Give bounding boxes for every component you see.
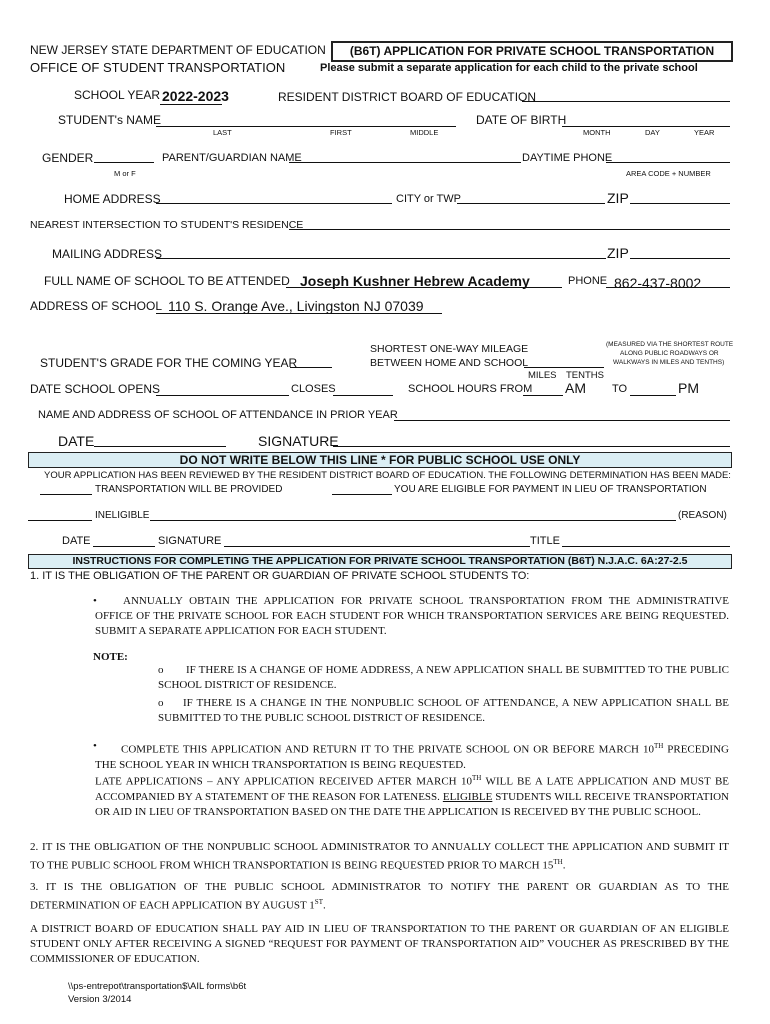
official-date-label: DATE (62, 535, 91, 547)
closes-field[interactable] (333, 395, 393, 396)
mailing-address-field[interactable] (156, 258, 606, 259)
date-field[interactable] (94, 446, 226, 447)
gender-field[interactable] (94, 162, 154, 163)
intersection-field[interactable] (289, 229, 730, 230)
signature-label: SIGNATURE (258, 433, 339, 449)
form-subtitle: Please submit a separate application for each child to the private school (320, 62, 698, 74)
gender-label: GENDER (42, 151, 94, 165)
dob-field[interactable] (562, 126, 730, 127)
zip2-field[interactable] (630, 258, 730, 259)
measured-note-1: (MEASURED VIA THE SHORTEST ROUTE (606, 341, 734, 348)
ineligible-label: INELIGIBLE (95, 510, 150, 521)
date-opens-label: DATE SCHOOL OPENS (30, 382, 161, 396)
am-label: AM (565, 380, 586, 396)
phone-label: PHONE (568, 275, 608, 287)
closes-label: CLOSES (291, 383, 336, 395)
day-caption: DAY (645, 128, 660, 137)
circle-bullet-icon: o (158, 697, 164, 709)
mailing-address-label: MAILING ADDRESS (52, 247, 163, 261)
daytime-phone-label: DAYTIME PHONE (522, 152, 613, 164)
hours-label: SCHOOL HOURS FROM (408, 383, 533, 395)
zip-field[interactable] (630, 203, 730, 204)
eligible-payment-label: YOU ARE ELIGIBLE FOR PAYMENT IN LIEU OF TRANSPORTATION (394, 484, 707, 495)
school-name-line (286, 287, 562, 288)
bullet-icon: • (93, 595, 97, 607)
footer-path: \\ps-entrepot\transportation$\AIL forms\b6t (68, 981, 247, 992)
resident-board-label: RESIDENT DISTRICT BOARD OF EDUCATION (278, 90, 537, 104)
first-caption: FIRST (330, 128, 352, 137)
intersection-label: NEAREST INTERSECTION TO STUDENT'S RESIDENCE (30, 219, 304, 231)
school-year-line (160, 104, 222, 105)
tenths-caption: TENTHS (566, 370, 604, 381)
reason-label: (REASON) (678, 510, 727, 521)
daytime-phone-field[interactable] (606, 162, 730, 163)
school-address-line (156, 313, 442, 314)
office-name: OFFICE OF STUDENT TRANSPORTATION (30, 60, 286, 75)
measured-note-3: WALKWAYS IN MILES AND TENTHS) (613, 359, 725, 366)
late-applications-text: LATE APPLICATIONS – ANY APPLICATION RECEIVED AFTER MARCH 10TH WILL BE A LATE APPLICATION AND MUST BE ACCOMPANIED BY A STATEMENT OF THE REASON FOR LATENESS. ELIGIBLE STUDENTS WILL RECEIVE TRANSPORTATION OR AID IN LIEU OF TRANSPORTATION BASED ON THE DATE THE APPLICATION IS RECEIVED BY THE PUBLIC SCHOOL. (95, 774, 729, 818)
mileage-field[interactable] (524, 367, 604, 368)
grade-field[interactable] (290, 367, 332, 368)
city-field[interactable] (457, 203, 605, 204)
instruction-item-3: 3. IT IS THE OBLIGATION OF THE PUBLIC SCHOOL ADMINISTRATOR TO NOTIFY THE PARENT OR GUARDIAN AS TO THE DETERMINATION OF EACH APPLICATION BY AUGUST 1ST. (30, 881, 729, 912)
official-signature-field[interactable] (224, 546, 530, 547)
home-address-field[interactable] (156, 203, 392, 204)
school-year-label: SCHOOL YEAR (74, 88, 161, 102)
area-code-caption: AREA CODE + NUMBER (626, 169, 711, 178)
school-address-label: ADDRESS OF SCHOOL (30, 299, 163, 313)
prior-school-field[interactable] (394, 420, 730, 421)
footer-version: Version 3/2014 (68, 994, 132, 1005)
form-title: (B6T) APPLICATION FOR PRIVATE SCHOOL TRANSPORTATION (331, 41, 733, 62)
official-title-field[interactable] (562, 546, 730, 547)
month-caption: MONTH (583, 128, 611, 137)
hours-to-field[interactable] (630, 395, 676, 396)
provided-label: TRANSPORTATION WILL BE PROVIDED (95, 484, 283, 495)
dob-label: DATE OF BIRTH (476, 113, 567, 127)
instructions-banner: INSTRUCTIONS FOR COMPLETING THE APPLICATION FOR PRIVATE SCHOOL TRANSPORTATION (B6T) N.J.A.C. 6A:27-2.5 (28, 554, 732, 569)
reviewed-text: YOUR APPLICATION HAS BEEN REVIEWED BY THE RESIDENT DISTRICT BOARD OF EDUCATION. THE FOLLOWING DETERMINATION HAS BEEN MADE: (44, 470, 731, 481)
official-title-label: TITLE (530, 535, 560, 547)
official-signature-label: SIGNATURE (158, 535, 222, 547)
year-caption: YEAR (694, 128, 715, 137)
instruction-item-2: 2. IT IS THE OBLIGATION OF THE NONPUBLIC SCHOOL ADMINISTRATOR TO ANNUALLY COLLECT THE APPLICATION AND SUBMIT IT TO THE PUBLIC SCHOOL FROM WHICH TRANSPORTATION IS BEING REQUESTED PRIOR TO MARCH 15TH. (30, 841, 729, 872)
resident-board-field[interactable] (522, 101, 730, 102)
home-address-label: HOME ADDRESS (64, 192, 161, 206)
pm-label: PM (678, 380, 699, 396)
school-year-value[interactable]: 2022-2023 (162, 88, 229, 104)
note-item-2: IF THERE IS A CHANGE IN THE NONPUBLIC SCHOOL OF ATTENDANCE, A NEW APPLICATION SHALL BE SUBMITTED TO THE PUBLIC SCHOOL DISTRICT OF RESIDENCE. (158, 697, 729, 724)
school-name-value[interactable]: Joseph Kushner Hebrew Academy (300, 273, 530, 289)
instruction-bullet-2: COMPLETE THIS APPLICATION AND RETURN IT TO THE PRIVATE SCHOOL ON OR BEFORE MARCH 10TH PRECEDING THE SCHOOL YEAR IN WHICH TRANSPORTATION IS BEING REQUESTED. (95, 742, 729, 771)
middle-caption: MIDDLE (410, 128, 439, 137)
note-item-1: IF THERE IS A CHANGE OF HOME ADDRESS, A NEW APPLICATION SHALL BE SUBMITTED TO THE PUBLIC SCHOOL DISTRICT OF RESIDENCE. (158, 664, 729, 691)
mileage-label-2: BETWEEN HOME AND SCHOOL (370, 357, 529, 369)
signature-field[interactable] (333, 446, 730, 447)
student-name-label: STUDENT's NAME (58, 113, 161, 127)
parent-label: PARENT/GUARDIAN NAME (162, 152, 302, 164)
circle-bullet-icon: o (158, 664, 164, 676)
to-label: TO (612, 383, 628, 395)
mileage-label-1: SHORTEST ONE-WAY MILEAGE (370, 343, 529, 355)
grade-label: STUDENT'S GRADE FOR THE COMING YEAR (40, 356, 298, 370)
ineligible-field[interactable] (28, 520, 92, 521)
note-label: NOTE: (93, 651, 128, 663)
student-name-field[interactable] (156, 126, 456, 127)
department-name: NEW JERSEY STATE DEPARTMENT OF EDUCATION (30, 43, 326, 57)
bullet-icon: • (93, 740, 97, 752)
gender-caption: M or F (114, 169, 136, 178)
date-opens-field[interactable] (156, 395, 289, 396)
aid-in-lieu-text: A DISTRICT BOARD OF EDUCATION SHALL PAY AID IN LIEU OF TRANSPORTATION TO THE PARENT OR GUARDIAN OF AN ELIGIBLE STUDENT ONLY AFTER RECEIVING A SIGNED “REQUEST FOR PAYMENT OF TRANSPORTATION AID” VOUCHER AS PRESCRIBED BY THE COMMISSIONER OF EDUCATION. (30, 923, 729, 965)
last-caption: LAST (213, 128, 232, 137)
zip-label: ZIP (607, 190, 629, 206)
prior-school-label: NAME AND ADDRESS OF SCHOOL OF ATTENDANCE IN PRIOR YEAR (38, 409, 398, 421)
parent-field[interactable] (289, 162, 521, 163)
date-label: DATE (58, 433, 95, 449)
instruction-item-1: 1. IT IS THE OBLIGATION OF THE PARENT OR GUARDIAN OF PRIVATE SCHOOL STUDENTS TO: (30, 570, 530, 582)
official-date-field[interactable] (93, 546, 155, 547)
hours-from-field[interactable] (523, 395, 563, 396)
miles-caption: MILES (528, 370, 557, 381)
city-label: CITY or TWP (396, 193, 461, 205)
school-address-value[interactable]: 110 S. Orange Ave., Livingston NJ 07039 (168, 298, 424, 314)
measured-note-2: ALONG PUBLIC ROADWAYS OR (620, 350, 719, 357)
official-use-banner: DO NOT WRITE BELOW THIS LINE * FOR PUBLIC SCHOOL USE ONLY (28, 452, 732, 468)
phone-value[interactable]: 862-437-8002 (614, 275, 702, 291)
phone-line (606, 287, 730, 288)
eligible-payment-field[interactable] (332, 494, 392, 495)
school-name-label: FULL NAME OF SCHOOL TO BE ATTENDED (44, 274, 290, 288)
zip2-label: ZIP (607, 245, 629, 261)
reason-field[interactable] (150, 520, 676, 521)
provided-field[interactable] (40, 494, 92, 495)
instruction-bullet-1: ANNUALLY OBTAIN THE APPLICATION FOR PRIVATE SCHOOL TRANSPORTATION FROM THE ADMINISTRATIVE OFFICE OF THE PRIVATE SCHOOL FOR EACH STUDENT FOR WHICH TRANSPORTATION SERVICES ARE BEING REQUESTED. SUBMIT A SEPARATE APPLICATION FOR EACH STUDENT. (95, 595, 729, 637)
